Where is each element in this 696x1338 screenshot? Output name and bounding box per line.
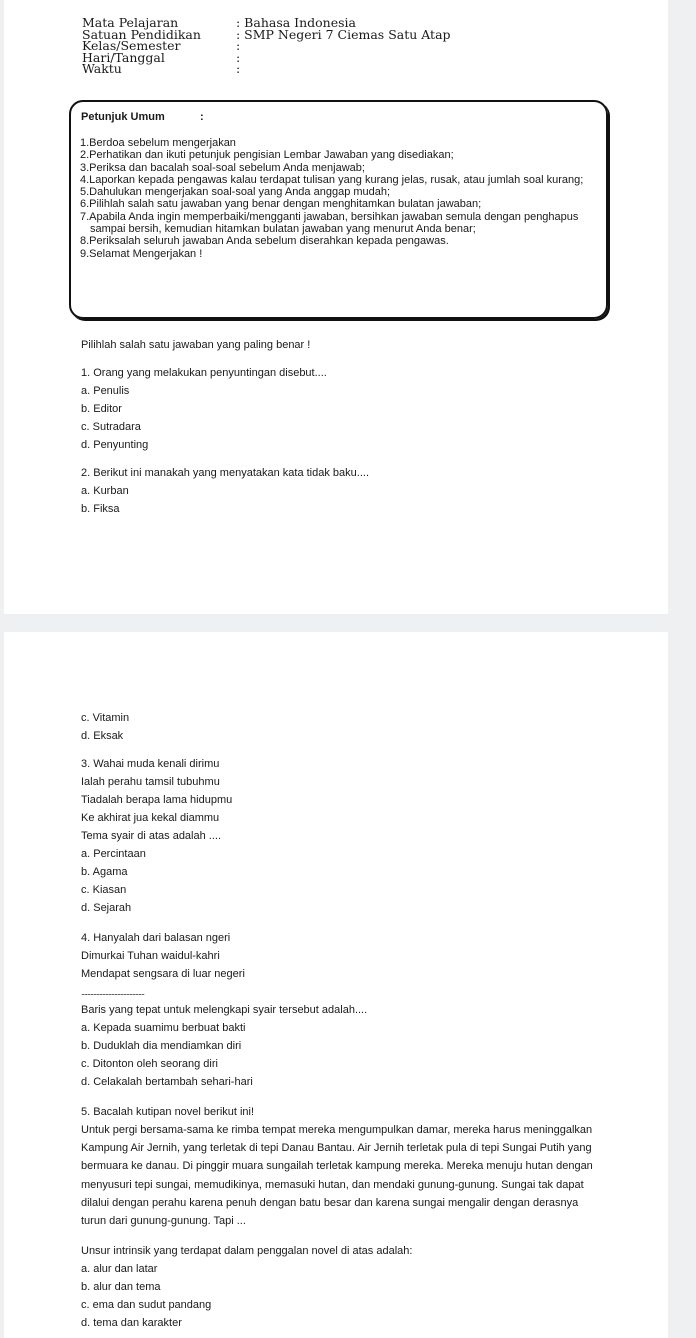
poem-line: 3. Wahai muda kenali dirimu: [81, 758, 220, 770]
header-label: Waktu: [82, 61, 122, 77]
poem-line: Ke akhirat jua kekal diammu: [81, 812, 220, 824]
option-d: d. Sejarah: [81, 902, 132, 914]
header-value: :: [236, 38, 241, 54]
question-3: [81, 755, 232, 917]
question-text: Tema syair di atas adalah ....: [81, 830, 222, 842]
header-label: Mata Pelajaran: [82, 15, 179, 30]
option-b: b. Agama: [81, 866, 128, 878]
question-4: [81, 929, 367, 1091]
question-stem: 5. Bacalah kutipan novel berikut ini!: [81, 1106, 255, 1118]
header-row: [82, 49, 451, 65]
instruction-item: 2.Perhatikan dan ikuti petunjuk pengisian Lembar Jawaban yang disediakan;: [80, 149, 454, 162]
option-d: d. Celakalah bertambah sehari-hari: [81, 1076, 253, 1088]
poem-line: Mendapat sengsara di luar negeri: [81, 968, 245, 980]
header-value: : Bahasa Indonesia: [236, 15, 356, 30]
header-label: Satuan Pendidikan: [82, 26, 201, 42]
option-b: b. Editor: [81, 403, 122, 415]
directive: Pilihlah salah satu jawaban yang paling benar !: [81, 339, 311, 351]
question-stem: 2. Berikut ini manakah yang menyatakan kata tidak baku....: [81, 467, 369, 479]
option-c: c. Sutradara: [81, 421, 141, 433]
instructions-box: [69, 100, 608, 319]
option-a: a. Penulis: [81, 385, 130, 397]
blank-line: ..........................................: [81, 987, 145, 997]
header-value: :: [236, 49, 241, 65]
question-text: Baris yang tepat untuk melengkapi syair tersebut adalah....: [81, 1004, 368, 1016]
poem-line: Ialah perahu tamsil tubuhmu: [81, 776, 220, 788]
option-c: c. Vitamin: [81, 712, 130, 724]
instruction-item: 8.Periksalah seluruh jawaban Anda sebelum diserahkan kepada pengawas.: [80, 235, 449, 248]
instruction-item: 7.Apabila Anda ingin memperbaiki/mengganti jawaban, bersihkan jawaban semula dengan penghapus sampai bersih, kemudian hitamkan bulatan jawaban yang menurut Anda benar;: [80, 210, 579, 236]
option-b: b. Fiksa: [81, 503, 120, 515]
instruction-item: 9.Selamat Mengerjakan !: [80, 247, 203, 260]
poem-line: 4. Hanyalah dari balasan ngeri: [81, 932, 231, 944]
instruction-item: 4.Laporkan kepada pengawas kalau terdapat tulisan yang kurang jelas, rusak, atau jumlah soal kurang;: [80, 173, 584, 186]
instruction-item: 3.Periksa dan bacalah soal-soal sebelum Anda menjawab;: [80, 161, 365, 174]
novel-passage: Untuk pergi bersama-sama ke rimba tempat mereka mengumpulkan damar, mereka harus meninggalkan Kampung Air Jernih, yang terletak di tepi Danau Bantau. Air Jernih terletak pula di tepi Sungai Putih yang bermuara ke danau. Di pinggir muara sungailah terletak kampung mereka. Mereka menuju hutan dengan menyusuri tepi sungai, memudikinya, memasuki hutan, dan mendaki gunung-gunung. Sungai tak dapat dilalui dengan perahu karena penuh dengan batu besar dan karena sungai mengalir dengan derasnya turun dari gunung-gunung. Tapi ...: [81, 1124, 593, 1228]
instructions-list: [80, 137, 598, 260]
option-a: a. alur dan latar: [81, 1263, 158, 1275]
option-c: c. Kiasan: [81, 884, 127, 896]
instruction-item: 1.Berdoa sebelum mengerjakan: [80, 137, 236, 149]
header-row: [82, 63, 451, 75]
instruction-item: 6.Pilihlah salah satu jawaban yang benar dengan menghitamkan bulatan jawaban;: [80, 198, 482, 211]
document-header: [82, 17, 451, 75]
question-2-continued: [81, 709, 129, 745]
instructions-colon: :: [200, 111, 204, 123]
header-label: Hari/Tanggal: [82, 49, 165, 65]
header-label: Kelas/Semester: [82, 38, 181, 54]
option-a: a. Kurban: [81, 485, 129, 497]
option-d: d. tema dan karakter: [81, 1317, 182, 1329]
question-1: [81, 364, 327, 454]
option-c: c. ema dan sudut pandang: [81, 1299, 212, 1311]
poem-line: Tiadalah berapa lama hidupmu: [81, 794, 233, 806]
option-b: b. Duduklah dia mendiamkan diri: [81, 1040, 242, 1052]
poem-line: Dimurkai Tuhan waidul-kahri: [81, 950, 220, 962]
question-5-prompt: [81, 1242, 412, 1332]
option-a: a. Percintaan: [81, 848, 146, 860]
option-a: a. Kepada suamimu berbuat bakti: [81, 1022, 246, 1034]
option-c: c. Ditonton oleh seorang diri: [81, 1058, 218, 1070]
question-stem: 1. Orang yang melakukan penyuntingan disebut....: [81, 367, 327, 379]
question-text: Unsur intrinsik yang terdapat dalam penggalan novel di atas adalah:: [81, 1245, 413, 1257]
question-2: [81, 464, 369, 518]
instructions-title: Petunjuk Umum: [81, 111, 165, 123]
instruction-item: 5.Dahulukan mengerjakan soal-soal yang Anda anggap mudah;: [80, 186, 391, 199]
header-value: : SMP Negeri 7 Ciemas Satu Atap: [236, 26, 451, 42]
question-5: [81, 1103, 593, 1230]
option-d: d. Eksak: [81, 730, 124, 742]
option-b: b. alur dan tema: [81, 1281, 161, 1293]
header-value: :: [236, 61, 241, 77]
option-d: d. Penyunting: [81, 439, 149, 451]
